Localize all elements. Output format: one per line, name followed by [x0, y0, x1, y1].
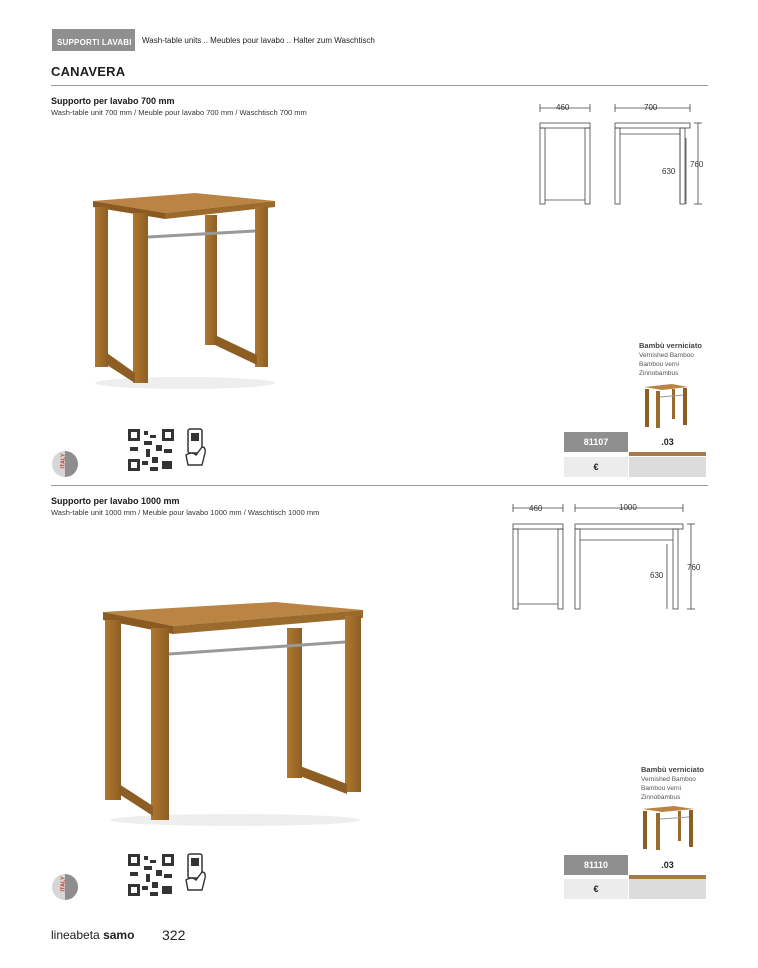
dim-inner-height: 630 [650, 571, 664, 580]
section-tab [52, 29, 135, 51]
dim-height: 760 [687, 563, 701, 572]
product-subtitle: Wash-table unit 700 mm / Meuble pour lavabo 700 mm / Waschtisch 700 mm [51, 108, 307, 117]
finish-thumbnail [640, 805, 696, 851]
technical-drawing [505, 500, 705, 615]
finish-title: Bambù verniciato [639, 341, 702, 350]
product-code: 81107 [564, 432, 628, 452]
dim-height: 760 [690, 160, 704, 169]
price-label: € [564, 879, 628, 899]
finish-thumbnail [642, 383, 690, 429]
section-subtitle: Wash-table units .. Meubles pour lavabo .. Halter zum Waschtisch [142, 36, 375, 45]
product-title: Supporto per lavabo 1000 mm [51, 496, 180, 506]
smartphone-scan-icon [182, 852, 208, 892]
product-photo [85, 185, 285, 395]
dim-inner-height: 630 [662, 167, 676, 176]
price-label: € [564, 457, 628, 477]
smartphone-scan-icon [182, 427, 208, 467]
finish-line: Zinnobambus [639, 370, 679, 377]
product-subtitle: Wash-table unit 1000 mm / Meuble pour lavabo 1000 mm / Waschtisch 1000 mm [51, 508, 320, 517]
origin-label: ITALY [60, 453, 67, 469]
finish-line: Vernished Bamboo [639, 352, 694, 359]
dim-depth: 460 [529, 504, 543, 513]
header-divider [51, 85, 708, 86]
product-title: Supporto per lavabo 700 mm [51, 96, 175, 106]
finish-title: Bambù verniciato [641, 765, 704, 774]
product-code: 81110 [564, 855, 628, 875]
qr-code-icon[interactable] [126, 852, 176, 898]
finish-line: Vernished Bamboo [641, 776, 696, 783]
dim-depth: 460 [556, 103, 570, 112]
section-tab-label: SUPPORTI LAVABI [57, 38, 132, 47]
section-divider [51, 485, 708, 486]
page-number: 322 [162, 927, 186, 943]
footer-brand-bold: samo [103, 928, 135, 942]
collection-title: CANAVERA [51, 64, 126, 79]
product-photo [95, 598, 370, 828]
variant-code: .03 [629, 855, 706, 879]
dim-width: 1000 [619, 503, 637, 512]
price-cell [629, 879, 706, 899]
finish-line: Bambou verni [639, 361, 680, 368]
variant-code: .03 [629, 432, 706, 456]
italy-flag-icon [52, 874, 78, 900]
origin-label: ITALY [60, 876, 67, 892]
finish-line: Bambou verni [641, 785, 682, 792]
dim-width: 700 [644, 103, 658, 112]
italy-flag-icon [52, 451, 78, 477]
finish-line: Zinnobambus [641, 794, 681, 801]
technical-drawing [530, 100, 710, 210]
qr-code-icon[interactable] [126, 427, 176, 473]
footer-brand [51, 928, 134, 942]
footer-brand-light: lineabeta [51, 928, 100, 942]
price-cell [629, 457, 706, 477]
